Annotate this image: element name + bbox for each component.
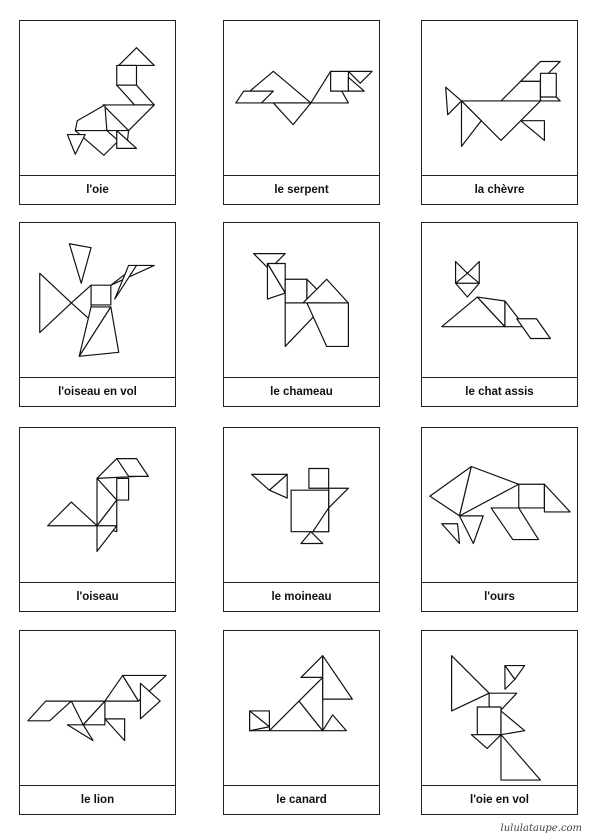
- card-10: [19, 630, 176, 815]
- card-label: le lion: [20, 785, 175, 814]
- tangram-piece: [117, 478, 129, 500]
- card-9: [421, 427, 578, 612]
- card-label: la chèvre: [422, 175, 577, 204]
- tangram-piece: [540, 73, 556, 97]
- tangram-figure: [422, 631, 577, 786]
- card-1: [19, 20, 176, 205]
- tangram-piece: [105, 719, 125, 741]
- tangram-piece: [442, 524, 460, 544]
- tangram-piece: [460, 516, 484, 544]
- tangram-figure: [422, 223, 577, 378]
- tangram-piece: [301, 532, 323, 544]
- card-label: l'oie en vol: [422, 785, 577, 814]
- tangram-piece: [307, 303, 348, 346]
- tangram-piece: [301, 656, 323, 678]
- tangram-piece: [519, 484, 545, 508]
- tangram-piece: [117, 65, 137, 85]
- card-label: le moineau: [224, 582, 379, 611]
- tangram-piece: [28, 701, 71, 721]
- card-6: [421, 222, 578, 407]
- card-label: l'oiseau: [20, 582, 175, 611]
- card-label: l'ours: [422, 582, 577, 611]
- tangram-figure: [20, 631, 175, 786]
- tangram-piece: [273, 103, 311, 125]
- tangram-piece: [91, 285, 111, 305]
- card-4: [19, 222, 176, 407]
- card-5: [223, 222, 380, 407]
- tangram-figure: [20, 223, 175, 378]
- tangram-piece: [331, 71, 349, 91]
- card-2: [223, 20, 380, 205]
- tangram-piece: [501, 711, 525, 735]
- tangram-figure: [224, 428, 379, 583]
- tangram-figure: [224, 21, 379, 176]
- tangram-figure: [422, 428, 577, 583]
- card-3: [421, 20, 578, 205]
- tangram-piece: [323, 715, 347, 731]
- card-11: [223, 630, 380, 815]
- tangram-piece: [40, 273, 72, 332]
- tangram-piece: [521, 121, 545, 141]
- tangram-figure: [224, 223, 379, 378]
- tangram-figure: [20, 428, 175, 583]
- tangram-piece: [309, 468, 329, 488]
- tangram-piece: [103, 105, 154, 131]
- tangram-piece: [456, 283, 480, 297]
- tangram-piece: [285, 279, 307, 303]
- tangram-piece: [71, 285, 91, 321]
- tangram-figure: [422, 21, 577, 176]
- tangram-piece: [119, 48, 155, 66]
- card-label: le chameau: [224, 377, 379, 406]
- tangram-piece: [491, 508, 538, 540]
- tangram-piece: [452, 656, 490, 711]
- tangram-piece: [471, 735, 501, 749]
- tangram-piece: [456, 262, 468, 284]
- tangram-piece: [323, 656, 353, 699]
- card-7: [19, 427, 176, 612]
- tangram-piece: [69, 244, 91, 283]
- tangram-piece: [501, 735, 540, 780]
- tangram-piece: [117, 85, 155, 105]
- tangram-piece: [467, 262, 479, 284]
- card-label: le chat assis: [422, 377, 577, 406]
- tangram-piece: [477, 707, 501, 735]
- card-12: [421, 630, 578, 815]
- tangram-piece: [329, 488, 349, 508]
- tangram-piece: [75, 105, 107, 131]
- tangram-piece: [67, 725, 93, 741]
- tangram-figure: [224, 631, 379, 786]
- tangram-piece: [48, 502, 97, 526]
- tangram-piece: [67, 135, 85, 155]
- card-label: l'oiseau en vol: [20, 377, 175, 406]
- tangram-figure: [20, 21, 175, 176]
- tangram-piece: [97, 526, 117, 552]
- card-8: [223, 427, 380, 612]
- card-label: le canard: [224, 785, 379, 814]
- tangram-piece: [501, 81, 540, 101]
- tangram-piece: [544, 484, 570, 512]
- tangram-piece: [517, 319, 551, 339]
- site-watermark: lululataupe.com: [500, 823, 582, 834]
- tangram-piece: [446, 87, 462, 115]
- card-label: l'oie: [20, 175, 175, 204]
- card-label: le serpent: [224, 175, 379, 204]
